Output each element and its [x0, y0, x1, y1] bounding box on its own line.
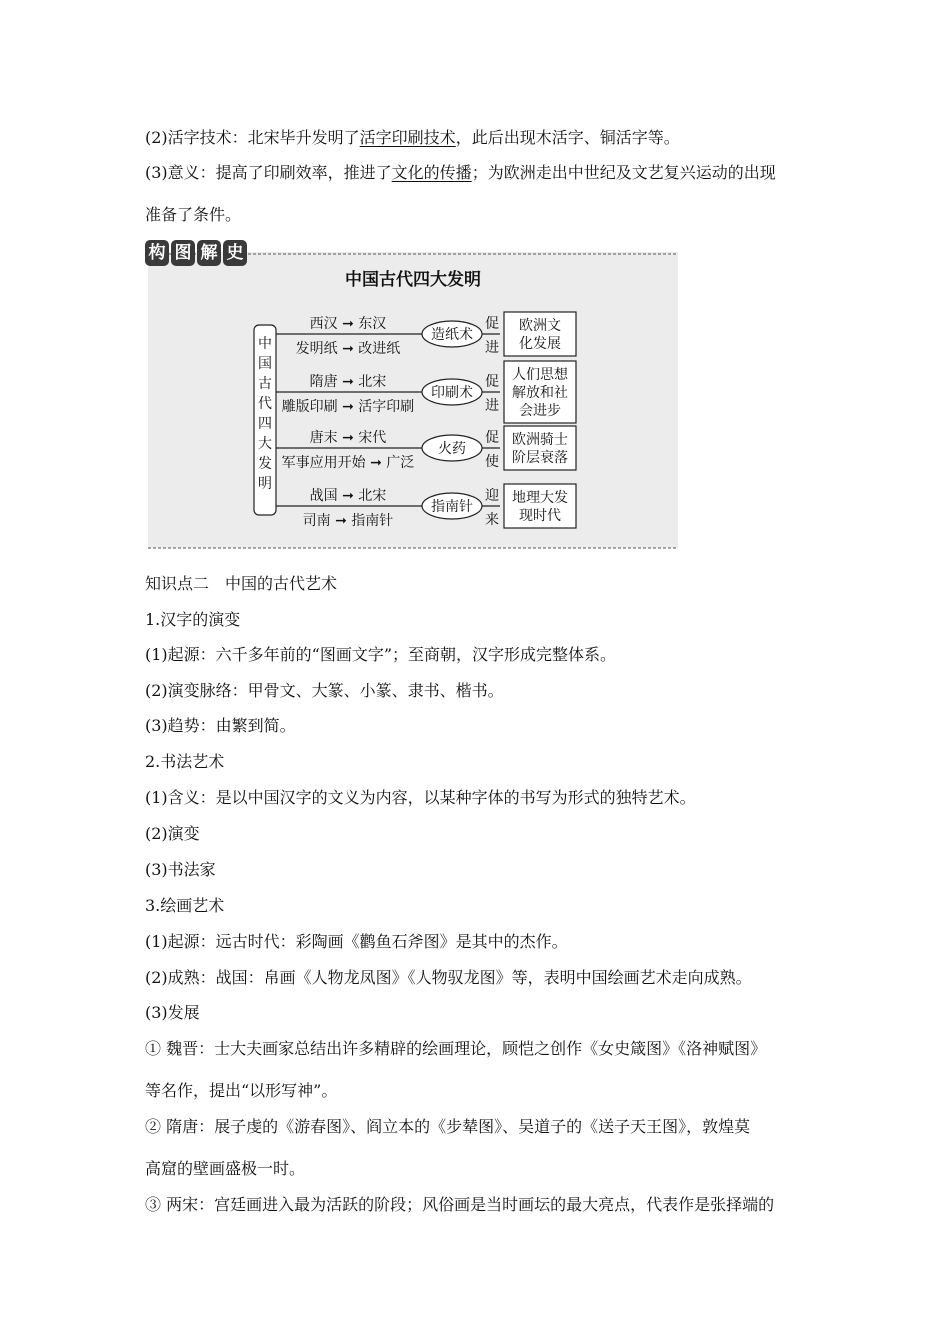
text-line: (2)演变	[145, 824, 200, 843]
result-line: 解放和社	[512, 385, 568, 401]
branch-bottom-label: 军事应用开始 ➞ 广泛	[281, 455, 415, 471]
text-line-2	[145, 163, 776, 183]
root-char: 发	[258, 456, 272, 472]
text-line: 2.书法艺术	[145, 752, 225, 771]
text-line: (3)发展	[145, 1003, 200, 1022]
root-char: 国	[258, 356, 272, 372]
text-segment: (2)活字技术：北宋毕升发明了	[145, 128, 360, 147]
section-heading: 知识点二 中国的古代艺术	[145, 574, 338, 593]
result-line: 欧洲骑士	[512, 432, 568, 448]
branch-top-label: 战国 ➞ 北宋	[309, 488, 387, 504]
root-char: 四	[258, 416, 272, 432]
verb-char: 促	[485, 316, 499, 332]
text-line: ① 魏晋：士大夫画家总结出许多精辟的绘画理论，顾恺之创作《女史箴图》《洛神赋图》	[145, 1039, 767, 1058]
text-line: (1)起源：远古时代：彩陶画《鹳鱼石斧图》是其中的杰作。	[145, 932, 568, 951]
section-tag	[145, 240, 247, 268]
verb-char: 进	[485, 340, 499, 356]
text-line: (3)趋势：由繁到简。	[145, 716, 296, 735]
result-line: 人们思想	[512, 367, 568, 383]
branch-bottom-label: 发明纸 ➞ 改进纸	[295, 341, 401, 357]
branch-top-label: 唐末 ➞ 宋代	[309, 430, 387, 446]
text-line: 高窟的壁画盛极一时。	[145, 1159, 306, 1178]
text-segment: ，此后出现木活字、铜活字等。	[455, 128, 680, 147]
verb-char: 促	[485, 430, 499, 446]
verb-char: 进	[485, 398, 499, 414]
text-segment: ；为欧洲走出中世纪及文艺复兴运动的出现	[471, 163, 776, 182]
text-line: (3)书法家	[145, 860, 216, 879]
diagram-title: 中国古代四大发明	[345, 270, 481, 290]
branch-bottom-label: 司南 ➞ 指南针	[302, 513, 394, 529]
text-line-3: 准备了条件。	[145, 205, 242, 224]
text-line: (1)起源：六千多年前的“图画文字”；至商朝，汉字形成完整体系。	[145, 645, 617, 664]
verb-char: 迎	[485, 488, 499, 504]
branch-top-label: 隋唐 ➞ 北宋	[309, 374, 387, 390]
text-line: (2)演变脉络：甲骨文、大篆、小篆、隶书、楷书。	[145, 681, 504, 700]
underlined-term: 活字印刷技术	[359, 128, 456, 147]
root-char: 明	[258, 476, 272, 492]
result-line: 化发展	[519, 336, 561, 352]
result-line: 阶层衰落	[512, 450, 568, 466]
branch-bottom-label: 雕版印刷 ➞ 活字印刷	[281, 399, 415, 415]
result-line: 现时代	[519, 508, 561, 524]
invention-label: 造纸术	[431, 327, 473, 343]
result-line: 欧洲文	[519, 318, 561, 334]
text-line: (2)成熟：战国：帛画《人物龙凤图》《人物驭龙图》等，表明中国绘画艺术走向成熟。	[145, 968, 752, 987]
diagram-canvas	[148, 252, 678, 550]
text-segment: (3)意义：提高了印刷效率，推进了	[145, 163, 392, 182]
invention-label: 印刷术	[431, 385, 473, 401]
verb-char: 促	[485, 374, 499, 390]
invention-label: 火药	[438, 441, 466, 457]
text-line: 1.汉字的演变	[145, 610, 241, 629]
tag-char: 图	[171, 240, 195, 266]
tag-char: 解	[197, 240, 221, 266]
text-line: ③ 两宋：宫廷画进入最为活跃的阶段；风俗画是当时画坛的最大亮点，代表作是张择端的	[145, 1195, 775, 1214]
result-line: 会进步	[519, 403, 561, 419]
root-char: 中	[258, 336, 272, 352]
text-line: (1)含义：是以中国汉字的文义为内容，以某种字体的书写为形式的独特艺术。	[145, 788, 696, 807]
text-line-1	[145, 128, 680, 148]
tag-char: 史	[223, 240, 247, 266]
invention-label: 指南针	[431, 499, 473, 515]
tag-char: 构	[145, 240, 169, 266]
root-char: 古	[258, 376, 272, 392]
text-line: 3.绘画艺术	[145, 896, 225, 915]
root-char: 大	[258, 436, 272, 452]
verb-char: 来	[485, 512, 499, 528]
root-char: 代	[258, 396, 272, 412]
branch-top-label: 西汉 ➞ 东汉	[309, 316, 387, 332]
text-line: ② 隋唐：展子虔的《游春图》、阎立本的《步辇图》、吴道子的《送子天王图》，敦煌莫	[145, 1117, 751, 1136]
result-line: 地理大发	[512, 490, 568, 506]
underlined-term: 文化的传播	[391, 163, 472, 182]
text-line: 等名作，提出“以形写神”。	[145, 1081, 338, 1100]
inventions-diagram	[148, 252, 678, 550]
verb-char: 使	[485, 454, 499, 470]
